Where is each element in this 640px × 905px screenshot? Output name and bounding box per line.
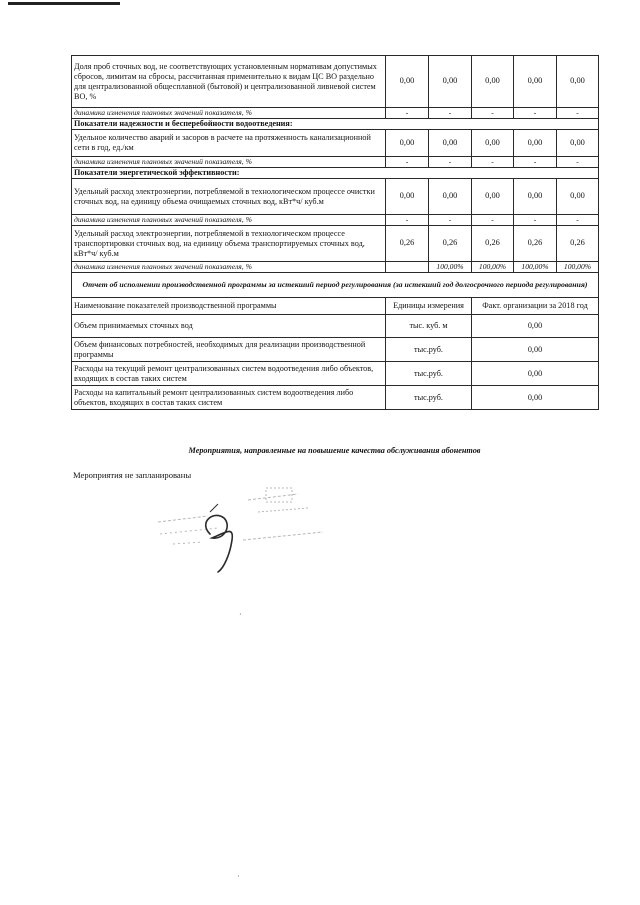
table-row [72,56,599,108]
table-row [72,130,599,157]
value-cell: 0,00 [557,56,599,108]
stamp-signature [148,482,330,574]
value-cell: 0,00 [557,130,599,157]
value-cell: 0,00 [472,179,514,215]
signature-stroke [206,515,233,572]
value-cell: 0,00 [386,56,429,108]
report-title: Отчет об исполнении производственной программы за истекший период регулирования (за истекший год долгосрочного периода регулирования) [72,273,599,298]
report-row-value: 0,00 [472,315,599,338]
report-row-value: 0,00 [472,338,599,362]
table-row [72,179,599,215]
table-row [72,262,599,273]
page-dot: · [239,610,242,619]
dynamics-cell: 100,00% [429,262,472,273]
dynamics-cell: - [386,215,429,226]
value-cell: 0,26 [386,226,429,262]
value-cell: 0,00 [429,130,472,157]
table-row [72,338,599,362]
dynamics-cell: - [386,108,429,119]
table-row [72,386,599,410]
value-cell: 0,00 [386,179,429,215]
dynamics-cell: 100,00% [472,262,514,273]
value-cell: 0,00 [514,179,557,215]
indicator-label: Удельный расход электроэнергии, потребляемой в технологическом процессе очистки сточных вод, на единицу объема очищаемых сточных вод, кВт*ч/ куб.м [72,179,386,215]
dynamics-label: динамика изменения плановых значений показателя, % [72,262,386,273]
dynamics-cell [386,262,429,273]
dynamics-cell: 100,00% [557,262,599,273]
dynamics-cell: - [557,157,599,168]
dynamics-label: динамика изменения плановых значений показателя, % [72,215,386,226]
dynamics-cell: - [514,157,557,168]
table-row [72,157,599,168]
table-row [72,273,599,298]
report-header-unit: Единицы измерения [386,298,472,315]
indicator-label: Удельное количество аварий и засоров в расчете на протяженность канализационной сети в год, ед./км [72,130,386,157]
events-title: Мероприятия, направленные на повышение качества обслуживания абонентов [188,446,481,455]
page-dot: · [237,872,240,881]
dynamics-cell: - [386,157,429,168]
dynamics-cell: - [514,108,557,119]
section-title: Показатели энергетической эффективности: [72,168,599,179]
report-row-name: Расходы на текущий ремонт централизованных систем водоотведения либо объектов, входящих в состав таких систем [72,362,386,386]
faded-stamp [158,488,323,544]
table-row [72,298,599,315]
report-row-unit: тыс.руб. [386,386,472,410]
value-cell: 0,26 [472,226,514,262]
dynamics-cell: - [429,215,472,226]
report-row-name: Расходы на капитальный ремонт централизованных систем водоотведения либо объектов, входящих в состав таких систем [72,386,386,410]
dynamics-cell: - [472,108,514,119]
table-row [72,226,599,262]
value-cell: 0,00 [472,130,514,157]
value-cell: 0,00 [386,130,429,157]
indicator-label: Удельный расход электроэнергии, потребляемой в технологическом процессе транспортировки сточных вод, на единицу объема транспортируемых сточных вод, кВт*ч/ куб.м [72,226,386,262]
dynamics-cell: - [472,215,514,226]
table-row [72,168,599,179]
value-cell: 0,00 [472,56,514,108]
dynamics-cell: - [557,215,599,226]
table-row [72,362,599,386]
value-cell: 0,00 [429,56,472,108]
report-row-value: 0,00 [472,362,599,386]
report-row-name: Объем финансовых потребностей, необходимых для реализации производственной программы [72,338,386,362]
dynamics-cell: - [557,108,599,119]
table-row [72,315,599,338]
dynamics-cell: - [472,157,514,168]
report-header-fact: Факт. организации за 2018 год [472,298,599,315]
report-row-unit: тыс.руб. [386,338,472,362]
indicators-table [71,55,599,410]
table-row [72,108,599,119]
dynamics-label: динамика изменения плановых значений показателя, % [72,108,386,119]
value-cell: 0,00 [429,179,472,215]
table-row [72,119,599,130]
dynamics-cell: - [514,215,557,226]
value-cell: 0,26 [557,226,599,262]
value-cell: 0,00 [514,130,557,157]
report-row-value: 0,00 [472,386,599,410]
dynamics-cell: - [429,108,472,119]
value-cell: 0,00 [557,179,599,215]
top-edge-mark [8,2,120,5]
dynamics-label: динамика изменения плановых значений показателя, % [72,157,386,168]
dynamics-cell: - [429,157,472,168]
dynamics-cell: 100,00% [514,262,557,273]
report-row-name: Объем принимаемых сточных вод [72,315,386,338]
events-text: Мероприятия не запланированы [73,470,192,480]
report-header-name: Наименование показателей производственной программы [72,298,386,315]
value-cell: 0,26 [514,226,557,262]
report-row-unit: тыс.руб. [386,362,472,386]
value-cell: 0,26 [429,226,472,262]
section-title: Показатели надежности и бесперебойности водоотведения: [72,119,599,130]
value-cell: 0,00 [514,56,557,108]
report-row-unit: тыс. куб. м [386,315,472,338]
table-row [72,215,599,226]
indicator-label: Доля проб сточных вод, не соответствующих установленным нормативам допустимых сбросов, лимитам на сбросы, рассчитанная применительно к видам ЦС ВО раздельно для централизованной общесплавной (бытовой) и централизованной ливневой систем ВО, % [72,56,386,108]
